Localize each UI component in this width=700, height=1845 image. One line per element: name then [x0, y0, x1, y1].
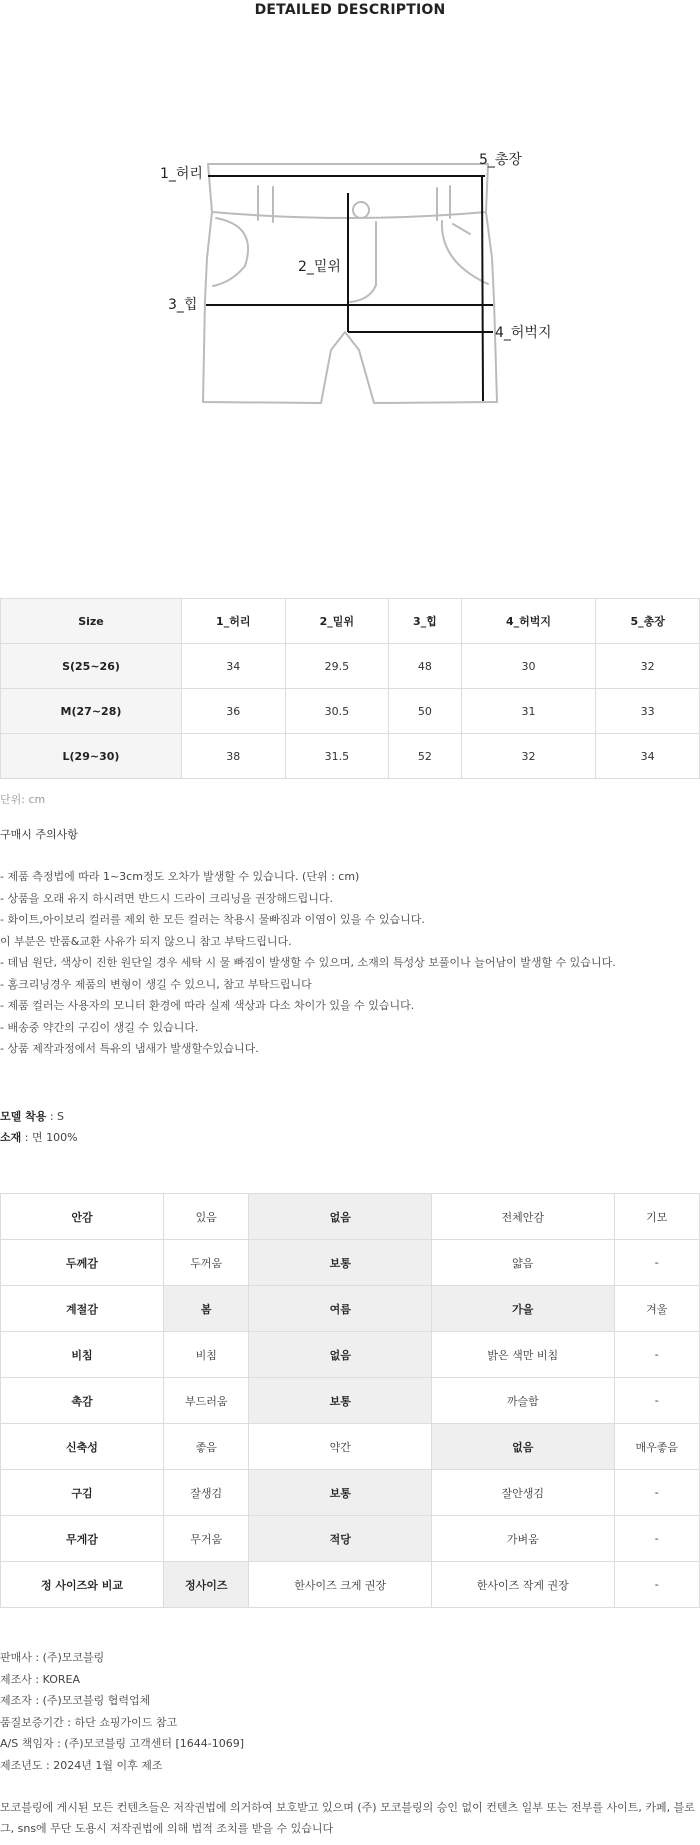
feature-option-selected: 보통	[249, 1240, 432, 1286]
size-header-cell: 1_허리	[181, 599, 285, 644]
feature-label: 신축성	[1, 1424, 164, 1470]
feature-option: 가벼움	[431, 1516, 614, 1562]
feature-label: 무게감	[1, 1516, 164, 1562]
feature-row	[1, 1286, 700, 1332]
button-icon	[353, 202, 369, 218]
length-measure-line	[482, 176, 483, 400]
rise-label: 2_밑위	[298, 259, 341, 275]
seller-info-line: 품질보증기간 : 하단 쇼핑가이드 참고	[0, 1715, 178, 1729]
notice-item: - 제품 컬러는 사용자의 모니터 환경에 따라 실제 색상과 다소 차이가 있을 수 있습니다.	[0, 999, 415, 1012]
feature-label: 두께감	[1, 1240, 164, 1286]
size-value-cell: 30	[461, 644, 596, 689]
length-label: 5_총장	[479, 152, 522, 168]
notice-item: - 데님 원단, 색상이 진한 원단일 경우 세탁 시 물 빠짐이 발생할 수 있으며, 소재의 특성상 보풀이나 늘어남이 발생할 수 있습니다.	[0, 956, 616, 969]
size-value-cell: 34	[596, 734, 700, 779]
feature-label: 정 사이즈와 비교	[1, 1562, 164, 1608]
size-value-cell: 52	[389, 734, 462, 779]
notice-item: - 배송중 약간의 구김이 생길 수 있습니다.	[0, 1020, 199, 1034]
feature-option: -	[614, 1516, 699, 1562]
feature-option: 있음	[164, 1194, 249, 1240]
shorts-outline	[203, 164, 497, 403]
feature-label: 촉감	[1, 1378, 164, 1424]
feature-option: 한사이즈 크게 권장	[249, 1562, 432, 1608]
seller-info-line: 판매사 : (주)모코블링	[0, 1651, 105, 1664]
feature-option: -	[614, 1470, 699, 1516]
feature-option: 비침	[164, 1332, 249, 1378]
feature-option: 겨울	[614, 1286, 699, 1332]
size-label-cell: M(27~28)	[1, 689, 182, 734]
feature-row	[1, 1470, 700, 1516]
feature-table	[0, 1193, 700, 1608]
waist-label: 1_허리	[160, 166, 203, 182]
feature-option: 좋음	[164, 1424, 249, 1470]
feature-option: 매우좋음	[614, 1424, 699, 1470]
notice-item: - 화이트,아이보리 컬러를 제외 한 모든 컬러는 착용시 물빠짐과 이염이 있을 수 있습니다.	[0, 913, 425, 926]
size-label-cell: L(29~30)	[1, 734, 182, 779]
size-table-row	[1, 689, 700, 734]
feature-option: -	[614, 1378, 699, 1424]
size-value-cell: 38	[181, 734, 285, 779]
feature-option: 얇음	[431, 1240, 614, 1286]
size-header-cell: Size	[1, 599, 182, 644]
size-header-cell: 4_허벅지	[461, 599, 596, 644]
model-wear-value: : S	[46, 1110, 65, 1123]
feature-label: 구김	[1, 1470, 164, 1516]
size-value-cell: 30.5	[285, 689, 389, 734]
feature-option: 전체안감	[431, 1194, 614, 1240]
material-row	[0, 1127, 78, 1148]
size-value-cell: 32	[461, 734, 596, 779]
feature-row	[1, 1562, 700, 1608]
feature-option-selected: 정사이즈	[164, 1562, 249, 1608]
feature-row	[1, 1194, 700, 1240]
feature-option: 잘안생김	[431, 1470, 614, 1516]
feature-option-selected: 가을	[431, 1286, 614, 1332]
feature-option-selected: 봄	[164, 1286, 249, 1332]
material-label: 소재	[0, 1131, 22, 1144]
model-info	[0, 1106, 78, 1148]
feature-option-selected: 보통	[249, 1378, 432, 1424]
fly-stitch	[350, 222, 376, 302]
feature-label: 계절감	[1, 1286, 164, 1332]
thigh-label: 4_허벅지	[495, 325, 552, 341]
feature-option: 두꺼움	[164, 1240, 249, 1286]
size-value-cell: 48	[389, 644, 462, 689]
size-header-cell: 5_총장	[596, 599, 700, 644]
size-value-cell: 32	[596, 644, 700, 689]
size-value-cell: 31	[461, 689, 596, 734]
seller-info	[0, 1647, 244, 1776]
pocket-left	[213, 218, 248, 286]
size-header-cell: 2_밑위	[285, 599, 389, 644]
page-title: DETAILED DESCRIPTION	[254, 2, 446, 18]
model-wear-label: 모델 착용	[0, 1110, 47, 1123]
feature-option-selected: 없음	[249, 1332, 432, 1378]
feature-option: 잘생김	[164, 1470, 249, 1516]
feature-row	[1, 1378, 700, 1424]
notice-list	[0, 866, 616, 1060]
notice-item: - 홈크리닝경우 제품의 변형이 생길 수 있으니, 참고 부탁드립니다	[0, 977, 312, 991]
feature-option-selected: 적당	[249, 1516, 432, 1562]
unit-note: 단위: cm	[0, 793, 46, 806]
notice-item: - 상품을 오래 유지 하시려면 반드시 드라이 크리닝을 권장해드립니다.	[0, 891, 333, 905]
size-value-cell: 34	[181, 644, 285, 689]
feature-label: 비침	[1, 1332, 164, 1378]
feature-option-selected: 보통	[249, 1470, 432, 1516]
feature-row	[1, 1424, 700, 1470]
feature-option: -	[614, 1240, 699, 1286]
size-value-cell: 29.5	[285, 644, 389, 689]
size-table-row	[1, 644, 700, 689]
size-table-row	[1, 734, 700, 779]
feature-option: 밝은 색만 비침	[431, 1332, 614, 1378]
notice-item: 이 부분은 반품&교환 사유가 되지 않으니 참고 부탁드립니다.	[0, 934, 292, 948]
size-table-header	[1, 599, 700, 644]
model-wear-row	[0, 1106, 78, 1127]
feature-option-selected: 여름	[249, 1286, 432, 1332]
feature-option: -	[614, 1332, 699, 1378]
copyright-notice: 모코블링에 게시된 모든 컨텐츠들은 저작권법에 의거하여 보호받고 있으며 (주) 모코블링의 승인 없이 컨텐츠 일부 또는 전부를 사이트, 카페, 블로그, sns에 무단 도용시 저작권법에 의해 법적 조치를 받을 수 있습니다	[0, 1801, 695, 1835]
feature-option-selected: 없음	[431, 1424, 614, 1470]
size-label-cell: S(25~26)	[1, 644, 182, 689]
notice-item: - 제품 측정법에 따라 1~3cm정도 오차가 발생할 수 있습니다. (단위 : cm)	[0, 870, 360, 883]
feature-option-selected: 없음	[249, 1194, 432, 1240]
size-value-cell: 50	[389, 689, 462, 734]
feature-option: -	[614, 1562, 699, 1608]
size-value-cell: 33	[596, 689, 700, 734]
seller-info-line: 제조자 : (주)모코블링 협력업체	[0, 1694, 151, 1707]
feature-option: 약간	[249, 1424, 432, 1470]
seller-info-line: 제조사 : KOREA	[0, 1672, 80, 1686]
feature-row	[1, 1516, 700, 1562]
size-value-cell: 31.5	[285, 734, 389, 779]
shorts-measurement-diagram	[130, 130, 570, 430]
seller-info-line: A/S 책임자 : (주)모코블링 고객센터 [1644-1069]	[0, 1737, 245, 1750]
size-value-cell: 36	[181, 689, 285, 734]
size-table	[0, 598, 700, 779]
feature-option: 기모	[614, 1194, 699, 1240]
feature-option: 한사이즈 작게 권장	[431, 1562, 614, 1608]
coin-pocket	[453, 224, 470, 234]
feature-option: 무거움	[164, 1516, 249, 1562]
feature-label: 안감	[1, 1194, 164, 1240]
feature-option: 부드러움	[164, 1378, 249, 1424]
hip-label: 3_힙	[168, 297, 198, 313]
notice-title: 구매시 주의사항	[0, 828, 78, 841]
notice-item: - 상품 제작과정에서 특유의 냄새가 발생할수있습니다.	[0, 1042, 259, 1055]
feature-row	[1, 1332, 700, 1378]
size-header-cell: 3_힙	[389, 599, 462, 644]
material-value: : 면 100%	[21, 1131, 78, 1144]
feature-row	[1, 1240, 700, 1286]
seller-info-line: 제조년도 : 2024년 1월 이후 제조	[0, 1758, 163, 1772]
feature-option: 까슬함	[431, 1378, 614, 1424]
